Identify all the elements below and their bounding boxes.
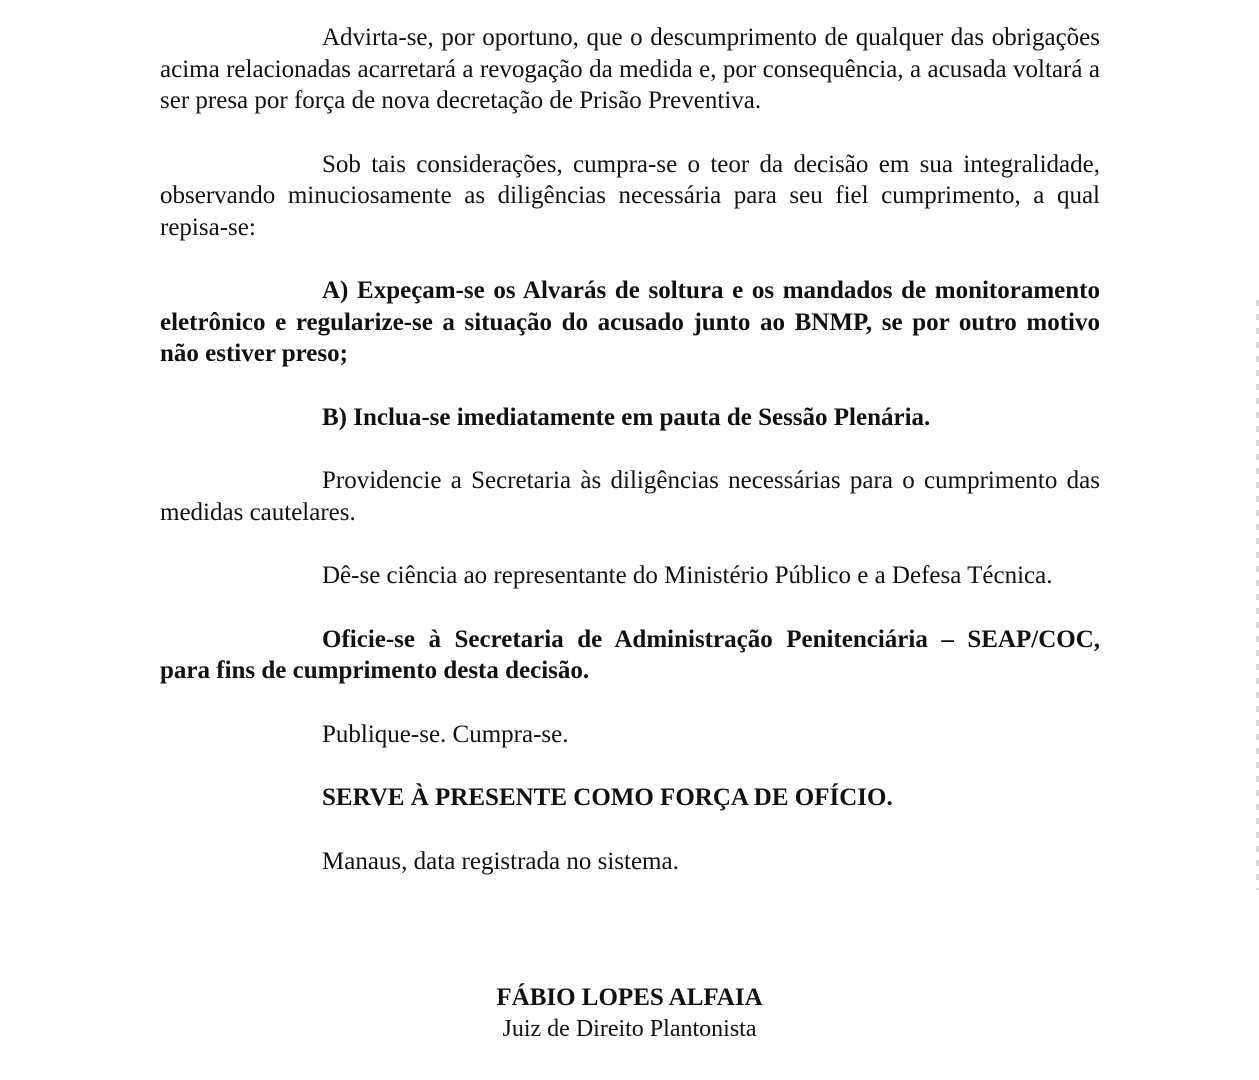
paragraph-publique: Publique-se. Cumpra-se. bbox=[322, 720, 569, 748]
signature-name: FÁBIO LOPES ALFAIA bbox=[496, 984, 763, 1011]
paragraph-warning: Advirta-se, por oportuno, que o descumprimento de qualquer das obrigações acima relacionadas acarretará a revogação da medida e, por consequência, a acusada voltará a ser presa por força de nova decretação de Prisão Preventiva. bbox=[160, 24, 1100, 114]
paragraph-item-a: A) Expeçam-se os Alvarás de soltura e os mandados de monitoramento eletrônico e regularize-se a situação do acusado junto ao BNMP, se por outro motivo não estiver preso; bbox=[160, 277, 1100, 367]
paragraph-ciencia: Dê-se ciência ao representante do Ministério Público e a Defesa Técnica. bbox=[322, 562, 1053, 589]
paragraph-considerations: Sob tais considerações, cumpra-se o teor da decisão em sua integralidade, observando minuciosamente as diligências necessária para seu fiel cumprimento, a qual repisa-se: bbox=[160, 150, 1100, 241]
signature-title: Juiz de Direito Plantonista bbox=[502, 1016, 757, 1042]
signature-block bbox=[0, 982, 1259, 1044]
paragraph-oficie: Oficie-se à Secretaria de Administração Penitenciária – SEAP/COC, para fins de cumprimento desta decisão. bbox=[160, 625, 1100, 684]
paragraph-place-date: Manaus, data registrada no sistema. bbox=[322, 847, 679, 875]
paragraph-item-b: B) Inclua-se imediatamente em pauta de Sessão Plenária. bbox=[322, 403, 931, 431]
paragraph-serve: SERVE À PRESENTE COMO FORÇA DE OFÍCIO. bbox=[322, 784, 893, 811]
document-body bbox=[160, 22, 1100, 909]
paragraph-providencie: Providencie a Secretaria às diligências necessárias para o cumprimento das medidas cautelares. bbox=[160, 467, 1100, 526]
